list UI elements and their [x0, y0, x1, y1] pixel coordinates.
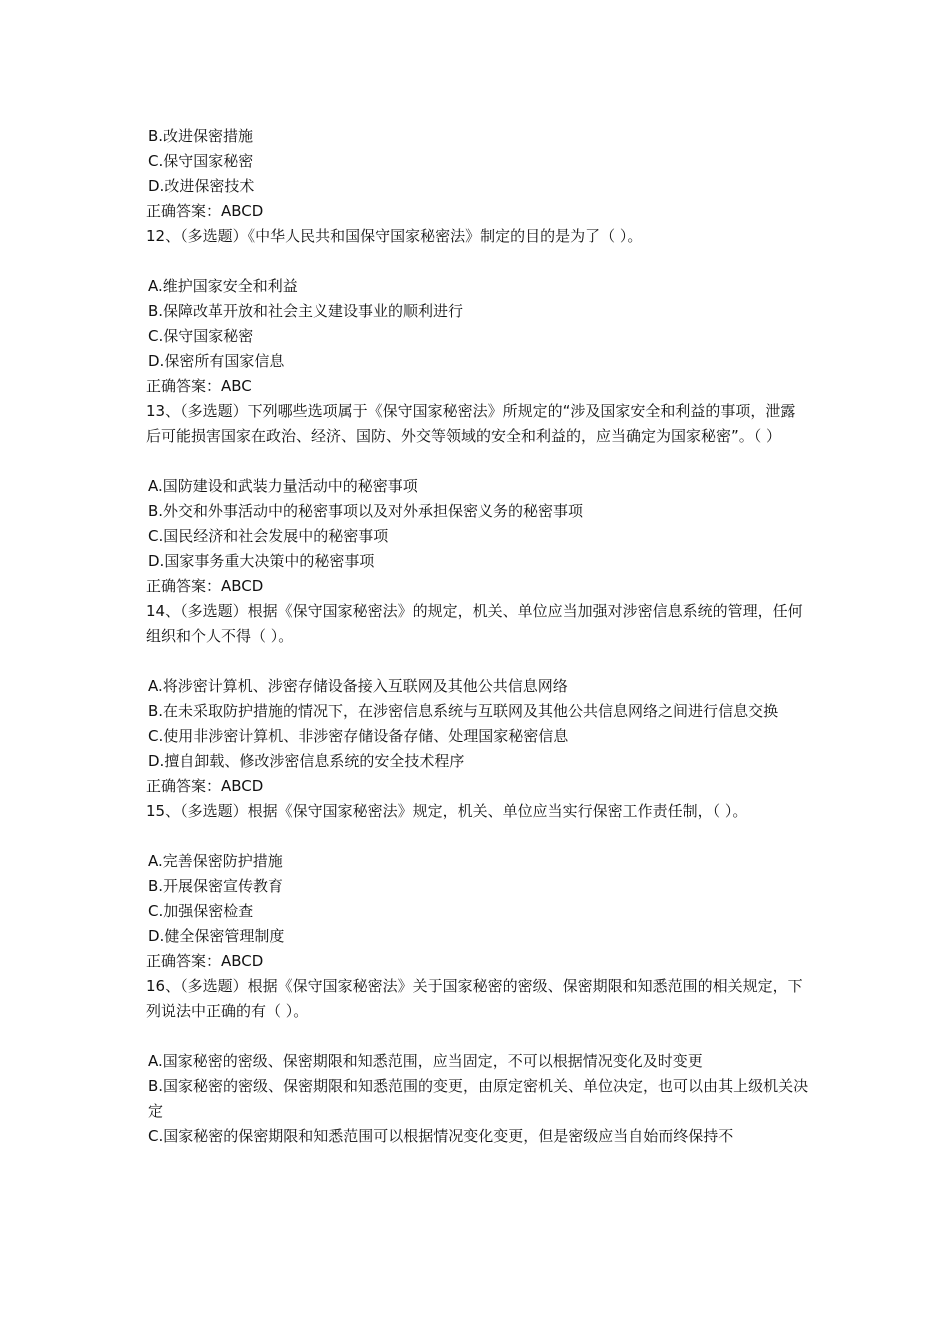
question-12-answer: 正确答案：ABC [146, 377, 252, 395]
question-14-option-b: B.在未采取防护措施的情况下，在涉密信息系统与互联网及其他公共信息网络之间进行信息交换 [148, 702, 779, 720]
question-15-answer: 正确答案：ABCD [146, 952, 264, 970]
question-13-option-a: A.国防建设和武装力量活动中的秘密事项 [148, 477, 418, 495]
question-13-option-b: B.外交和外事活动中的秘密事项以及对外承担保密义务的秘密事项 [148, 502, 584, 520]
question-15-option-b: B.开展保密宣传教育 [148, 877, 284, 895]
question-15-option-a: A.完善保密防护措施 [148, 852, 283, 870]
question-14-answer: 正确答案：ABCD [146, 777, 264, 795]
question-12-option-c: C.保守国家秘密 [148, 327, 254, 345]
question-13-answer: 正确答案：ABCD [146, 577, 264, 595]
question-12-option-a: A.维护国家安全和利益 [148, 277, 298, 295]
question-13-option-d: D.国家事务重大决策中的秘密事项 [148, 552, 375, 570]
question-13-option-c: C.国民经济和社会发展中的秘密事项 [148, 527, 389, 545]
option-c: C.保守国家秘密 [148, 152, 254, 170]
question-16-stem: 16、（多选题）根据《保守国家秘密法》关于国家秘密的密级、保密期限和知悉范围的相关规定，下列说法中正确的有（ ）。 [146, 977, 803, 1020]
answer-line: 正确答案：ABCD [146, 202, 264, 220]
option-d: D.改进保密技术 [148, 177, 255, 195]
question-16-option-b: B.国家秘密的密级、保密期限和知悉范围的变更，由原定密机关、单位决定，也可以由其上级机关决定 [148, 1077, 809, 1120]
question-16-option-c: C.国家秘密的保密期限和知悉范围可以根据情况变化变更，但是密级应当自始而终保持不 [148, 1127, 734, 1145]
question-14-option-a: A.将涉密计算机、涉密存储设备接入互联网及其他公共信息网络 [148, 677, 568, 695]
question-16-option-a: A.国家秘密的密级、保密期限和知悉范围，应当固定，不可以根据情况变化及时变更 [148, 1052, 703, 1070]
question-13-stem: 13、（多选题）下列哪些选项属于《保守国家秘密法》所规定的“涉及国家安全和利益的事项，泄露后可能损害国家在政治、经济、国防、外交等领域的安全和利益的，应当确定为国家秘密”。（ ） [146, 402, 796, 445]
question-12-option-d: D.保密所有国家信息 [148, 352, 285, 370]
question-14-option-c: C.使用非涉密计算机、非涉密存储设备存储、处理国家秘密信息 [148, 727, 569, 745]
question-14-option-d: D.擅自卸载、修改涉密信息系统的安全技术程序 [148, 752, 465, 770]
question-14-stem: 14、（多选题）根据《保守国家秘密法》的规定，机关、单位应当加强对涉密信息系统的管理，任何组织和个人不得（ ）。 [146, 602, 803, 645]
question-12-stem: 12、（多选题）《中华人民共和国保守国家秘密法》制定的目的是为了（ ）。 [146, 227, 643, 245]
question-15-stem: 15、（多选题）根据《保守国家秘密法》规定，机关、单位应当实行保密工作责任制，（ ）。 [146, 802, 748, 820]
option-b: B.改进保密措施 [148, 127, 254, 145]
document-body [146, 124, 810, 1149]
question-15-option-c: C.加强保密检查 [148, 902, 254, 920]
question-12-option-b: B.保障改革开放和社会主义建设事业的顺利进行 [148, 302, 464, 320]
question-15-option-d: D.健全保密管理制度 [148, 927, 285, 945]
